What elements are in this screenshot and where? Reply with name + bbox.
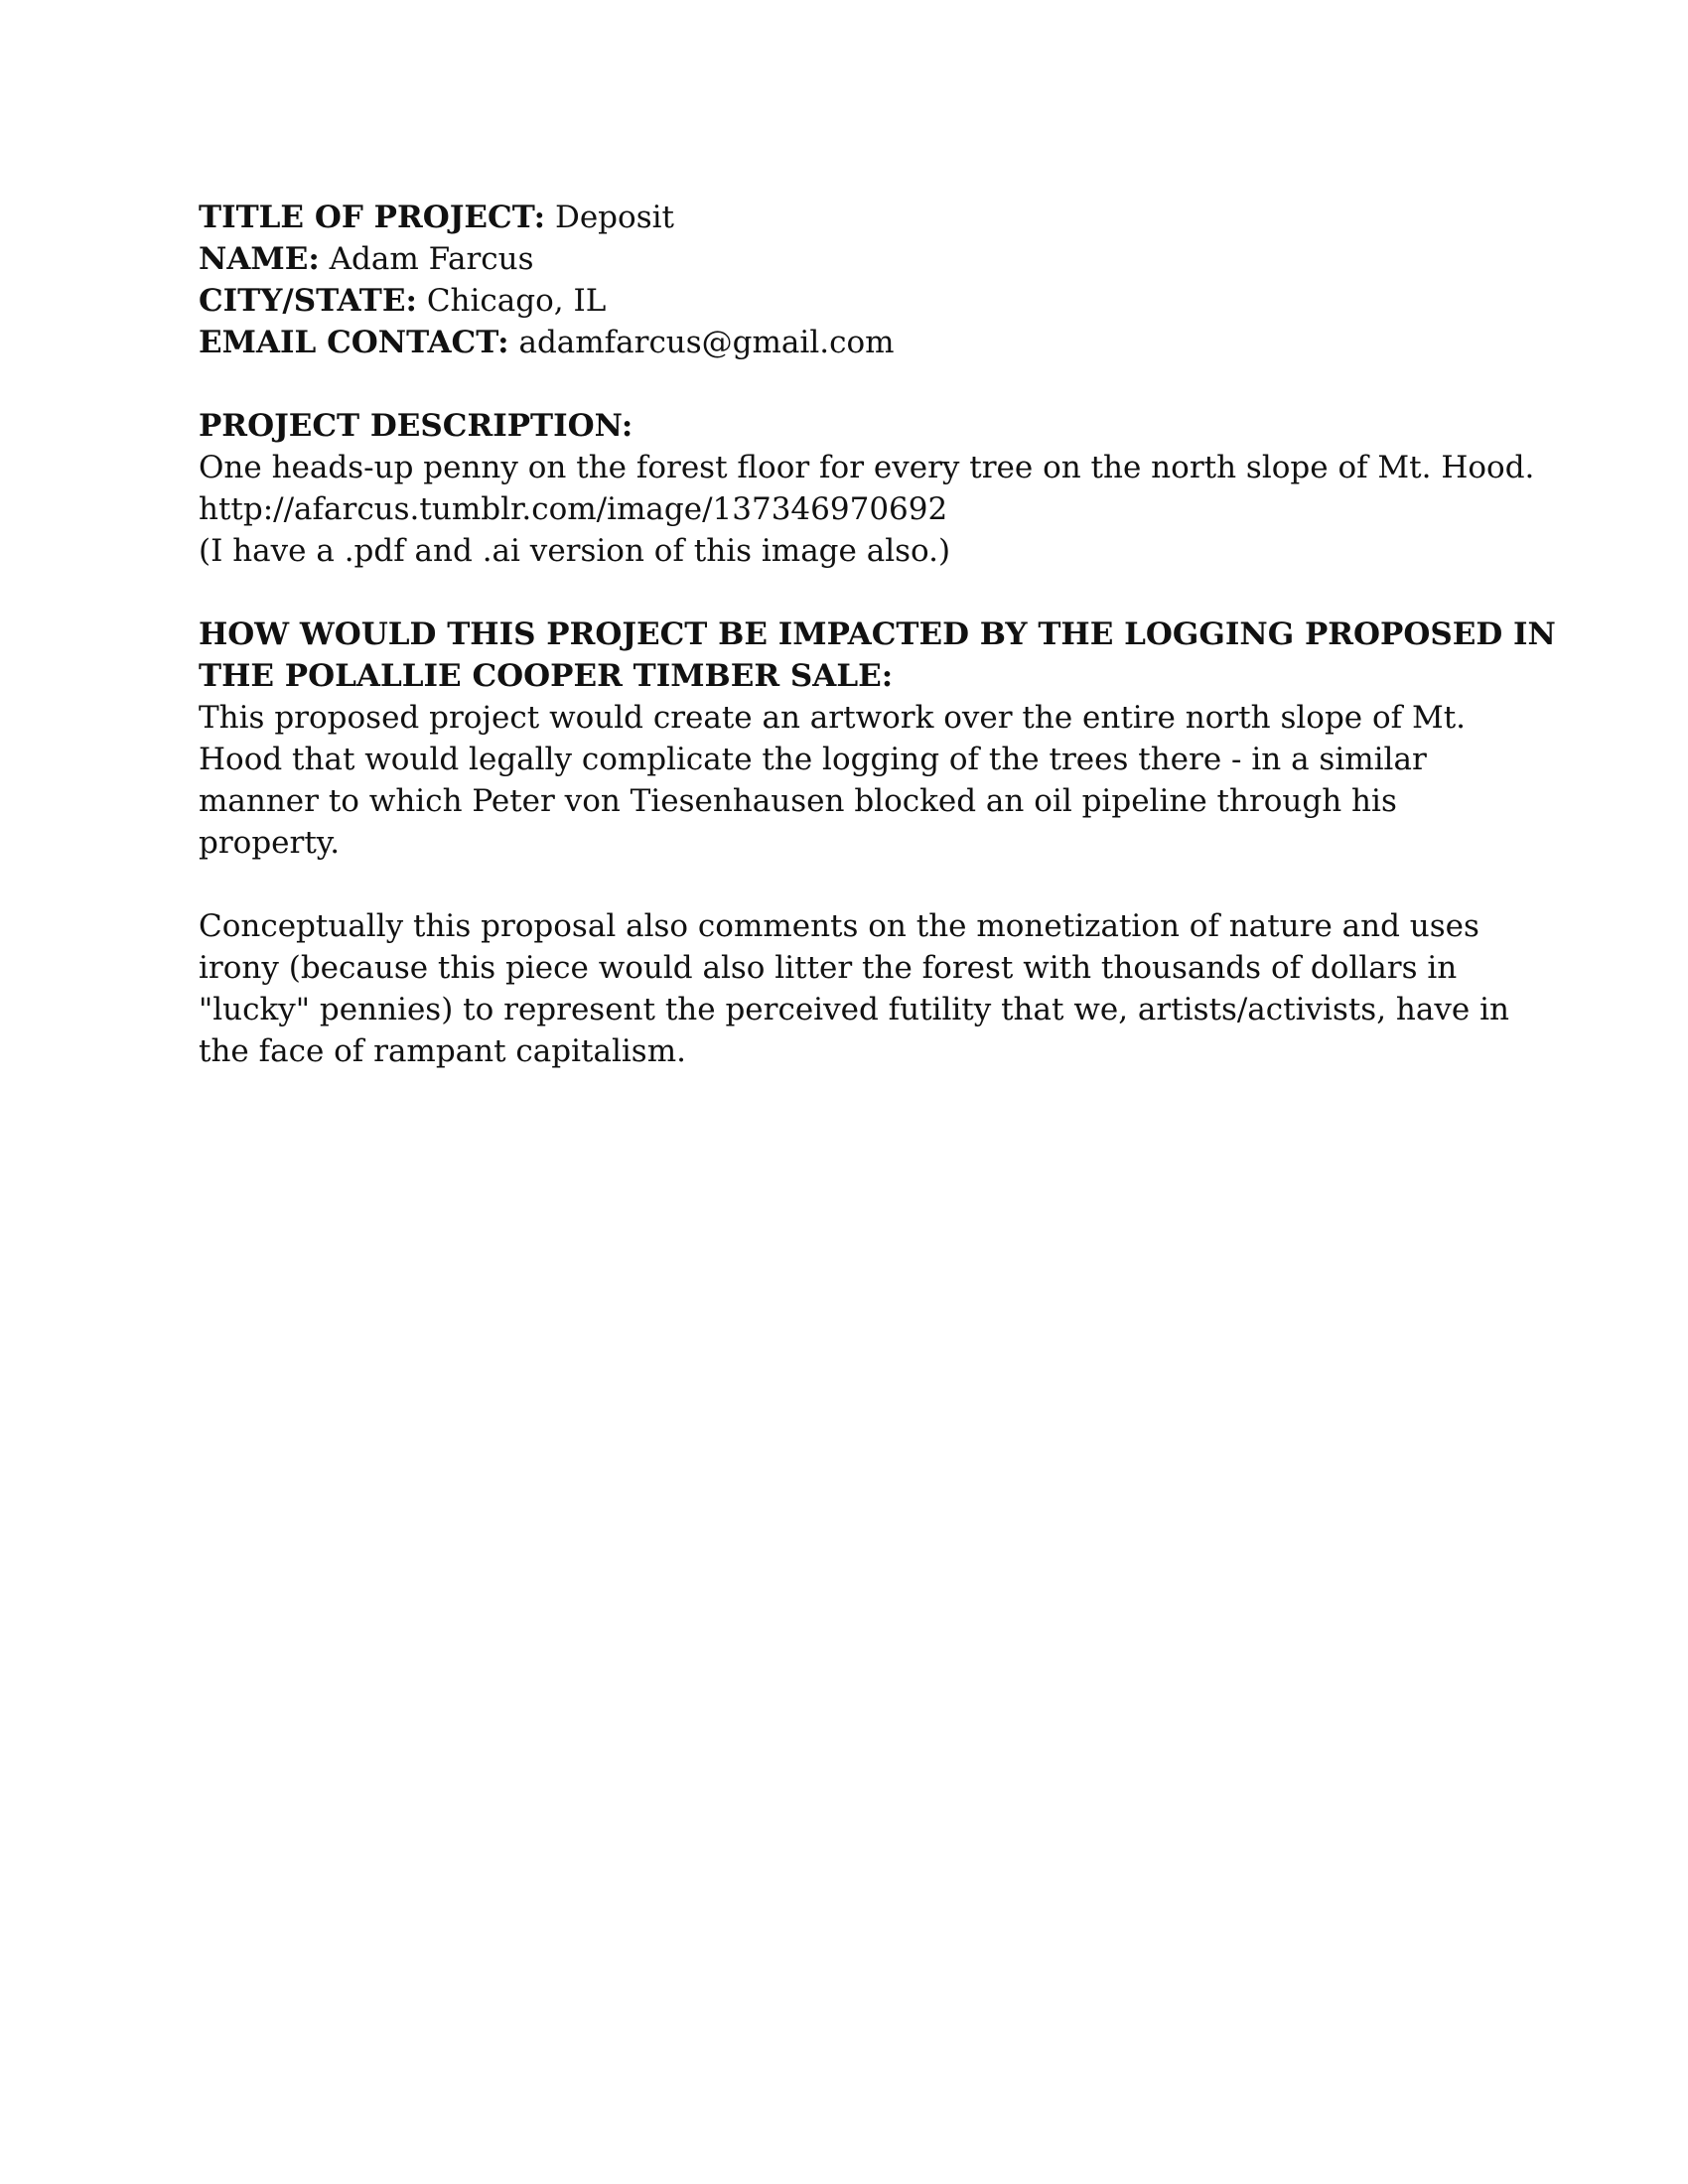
title-label: TITLE OF PROJECT: bbox=[199, 200, 546, 235]
spacer bbox=[199, 363, 1489, 405]
impact-heading-line-1: HOW WOULD THIS PROJECT BE IMPACTED BY THE LOGGING PROPOSED IN bbox=[199, 616, 1556, 652]
description-link-line bbox=[199, 488, 1489, 530]
city-value: Chicago, IL bbox=[426, 283, 607, 319]
project-description-heading: PROJECT DESCRIPTION: bbox=[199, 408, 633, 444]
title-line bbox=[199, 197, 1489, 238]
spacer bbox=[199, 572, 1489, 614]
image-link[interactable]: http://afarcus.tumblr.com/image/137346970692 bbox=[199, 491, 948, 527]
name-label: NAME: bbox=[199, 241, 320, 277]
impact-paragraph-1-line: manner to which Peter von Tiesenhausen blocked an oil pipeline through his bbox=[199, 783, 1397, 819]
name-line bbox=[199, 238, 1489, 280]
description-note: (I have a .pdf and .ai version of this image also.) bbox=[199, 533, 951, 569]
city-line bbox=[199, 280, 1489, 322]
spacer bbox=[199, 864, 1489, 905]
name-value: Adam Farcus bbox=[329, 241, 534, 277]
impact-paragraph-2-line: the face of rampant capitalism. bbox=[199, 1033, 686, 1069]
impact-paragraph-2-line: irony (because this piece would also litter the forest with thousands of dollars in bbox=[199, 950, 1458, 986]
document-page bbox=[199, 197, 1556, 1072]
impact-paragraph-1-line: This proposed project would create an artwork over the entire north slope of Mt. bbox=[199, 700, 1467, 736]
impact-paragraph-2-line: "lucky" pennies) to represent the perceived futility that we, artists/activists, have in bbox=[199, 992, 1509, 1027]
impact-paragraph-1-line: Hood that would legally complicate the logging of the trees there - in a similar bbox=[199, 742, 1427, 777]
email-label: EMAIL CONTACT: bbox=[199, 325, 509, 360]
impact-paragraph-1-line: property. bbox=[199, 825, 341, 861]
impact-paragraph-2-line: Conceptually this proposal also comments on the monetization of nature and uses bbox=[199, 908, 1479, 944]
description-line: One heads-up penny on the forest floor for every tree on the north slope of Mt. Hood. bbox=[199, 450, 1535, 485]
title-value: Deposit bbox=[554, 200, 674, 235]
email-line bbox=[199, 322, 1489, 363]
city-label: CITY/STATE: bbox=[199, 283, 417, 319]
email-value: adamfarcus@gmail.com bbox=[518, 325, 895, 360]
impact-heading-line-2: THE POLALLIE COOPER TIMBER SALE: bbox=[199, 658, 894, 694]
